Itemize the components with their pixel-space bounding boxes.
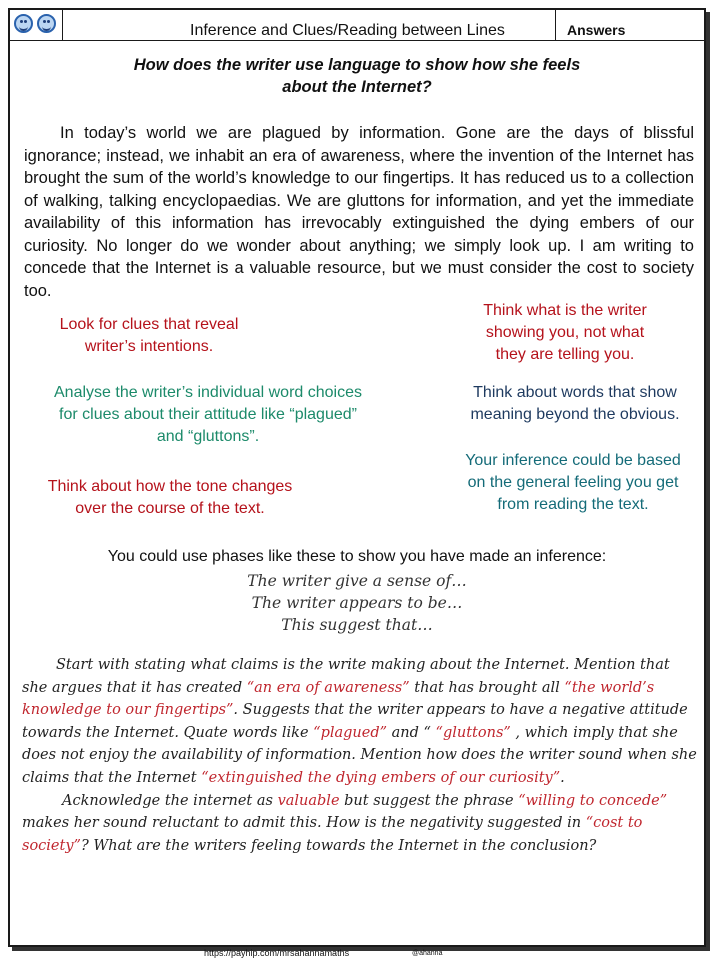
question-line-2: about the Internet? bbox=[282, 78, 432, 96]
question bbox=[10, 54, 704, 98]
worksheet-title: Inference and Clues/Reading between Lines bbox=[190, 22, 505, 39]
quote: “extinguished the dying embers of our curiosity” bbox=[201, 769, 561, 786]
tip-general-feeling bbox=[442, 450, 704, 516]
answer-text: Start with stating what claims is the write making about the Internet. Mention that she argues that it has created bbox=[22, 657, 670, 696]
footer-handle: @ahanna bbox=[412, 950, 443, 957]
tip-beyond-obvious bbox=[448, 382, 702, 426]
tip-line: on the general feeling you get bbox=[467, 474, 679, 491]
tip-line: and “gluttons”. bbox=[156, 428, 260, 445]
answer-text: ? What are the writers feeling towards the Internet in the conclusion? bbox=[80, 837, 597, 854]
quote: “willing to concede” bbox=[518, 792, 668, 809]
tip-clues bbox=[24, 314, 274, 358]
tip-line: Analyse the writer’s individual word choices bbox=[54, 384, 362, 401]
phrase-item: This suggest that… bbox=[281, 616, 433, 634]
quote: “plagued” bbox=[313, 724, 388, 741]
tip-line: writer’s intentions. bbox=[84, 338, 214, 355]
phrase-item: The writer appears to be… bbox=[251, 594, 463, 612]
header-bar bbox=[10, 10, 704, 41]
tip-line: Your inference could be based bbox=[465, 452, 681, 469]
tip-word-choices bbox=[18, 382, 398, 448]
tip-line: Think about how the tone changes bbox=[47, 478, 293, 495]
quote: “cost to society” bbox=[22, 815, 643, 854]
answer-text: . Suggests that the writer appears to have a negative attitude towards the Internet. Quate words like bbox=[22, 702, 688, 741]
tip-line: they are telling you. bbox=[495, 346, 635, 363]
answer-text: makes her sound reluctant to admit this. How is the negativity suggested in bbox=[22, 815, 586, 832]
passage bbox=[24, 122, 694, 302]
tip-line: Think about words that show bbox=[473, 384, 677, 401]
header-icons bbox=[14, 14, 56, 33]
answer-text: and “ bbox=[387, 724, 436, 741]
answer-text: . bbox=[560, 769, 565, 786]
answers-label: Answers bbox=[567, 22, 626, 38]
tip-showing bbox=[440, 300, 690, 366]
worksheet bbox=[8, 8, 706, 947]
tip-line: meaning beyond the obvious. bbox=[470, 406, 680, 423]
answer-paragraph-2 bbox=[22, 790, 698, 858]
phrase-item: The writer give a sense of… bbox=[247, 572, 467, 590]
tip-line: for clues about their attitude like “plagued” bbox=[59, 406, 357, 423]
answer-text: that has brought all bbox=[409, 679, 565, 696]
tip-tone bbox=[20, 476, 320, 520]
passage-text: In today’s world we are plagued by information. Gone are the days of blissful ignorance; instead, we inhabit an era of awareness, where the invention of the Internet has brought the sum of the world’s knowledge to our fingertips. It has reduced us to a collection of walking, talking encyclopaedias. We are gluttons for information, and yet the immediate availability of this information has irrevocably extinguished the dying embers of our curiosity. No longer do we wonder about anything; we simply look up. I am writing to concede that the Internet is a valuable resource, but we must consider the cost to society too. bbox=[24, 124, 694, 300]
quote: “gluttons” bbox=[435, 724, 511, 741]
tip-line: from reading the text. bbox=[497, 496, 649, 513]
answer-text: Acknowledge the internet as bbox=[62, 792, 278, 809]
quote: valuable bbox=[277, 792, 340, 809]
phrase-list bbox=[10, 570, 704, 636]
footer-url[interactable]: https://payhip.com/mrsahannamaths bbox=[204, 948, 350, 958]
tip-line: Look for clues that reveal bbox=[59, 316, 239, 333]
quote: “the world’s knowledge to our fingertips” bbox=[22, 679, 655, 719]
answer-paragraph-1 bbox=[22, 654, 698, 790]
model-answer bbox=[22, 654, 698, 857]
smiley-icon bbox=[37, 14, 56, 33]
answer-text: but suggest the phrase bbox=[339, 792, 519, 809]
tip-line: showing you, not what bbox=[485, 324, 645, 341]
phrases-intro: You could use phases like these to show you have made an inference: bbox=[107, 548, 607, 565]
answer-text: , which imply that she does not enjoy the availability of information. Mention how does the writer sound when she claims that the Internet bbox=[22, 724, 697, 786]
tip-line: over the course of the text. bbox=[75, 500, 265, 517]
smiley-icon bbox=[14, 14, 33, 33]
question-line-1: How does the writer use language to show how she feels bbox=[133, 56, 581, 74]
quote: “an era of awareness” bbox=[246, 679, 410, 696]
tip-line: Think what is the writer bbox=[483, 302, 647, 319]
